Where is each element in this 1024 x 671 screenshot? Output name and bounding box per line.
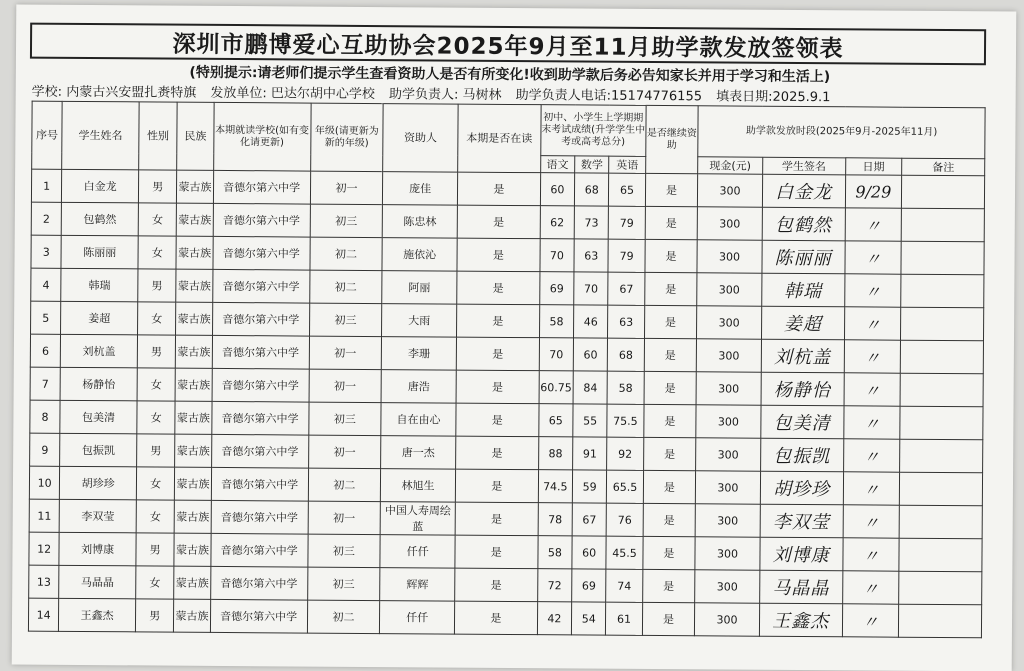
note	[898, 604, 981, 638]
in-school: 是	[457, 205, 540, 239]
cash-amount: 300	[696, 471, 761, 504]
row-number: 8	[30, 400, 61, 433]
ethnicity: 蒙古族	[174, 599, 211, 632]
in-school: 是	[456, 436, 539, 470]
note	[899, 505, 982, 539]
gender: 男	[138, 170, 177, 203]
row-number: 9	[30, 433, 61, 466]
sign-date: 〃	[844, 340, 901, 373]
ethnicity: 蒙古族	[174, 500, 211, 533]
student-signature: 马晶晶	[759, 570, 842, 604]
score-english: 76	[606, 503, 643, 536]
in-school: 是	[455, 502, 538, 536]
ethnicity: 蒙古族	[176, 335, 213, 368]
score-math: 84	[573, 371, 608, 404]
continue-sponsor: 是	[643, 437, 696, 470]
sponsor: 大雨	[382, 304, 457, 338]
student-signature: 包振凯	[760, 438, 843, 472]
ethnicity: 蒙古族	[175, 467, 212, 500]
school: 音德尔第六中学	[211, 467, 308, 501]
sign-date: 〃	[842, 604, 899, 637]
student-signature: 姜超	[761, 306, 844, 340]
score-english: 79	[609, 206, 646, 239]
student-name: 马晶晶	[59, 565, 136, 599]
sponsor: 中国人寿周绘蓝	[380, 502, 455, 536]
in-school: 是	[457, 238, 540, 272]
grade: 初三	[307, 567, 380, 601]
grade: 初一	[308, 501, 381, 535]
score-chinese: 70	[539, 338, 574, 371]
table-body	[28, 169, 984, 638]
sign-date: 〃	[843, 439, 900, 472]
sign-date: 〃	[844, 373, 901, 406]
score-english: 61	[606, 602, 643, 635]
continue-sponsor: 是	[643, 470, 696, 503]
school: 音德尔第六中学	[211, 533, 308, 567]
score-chinese: 58	[538, 536, 573, 569]
score-chinese: 62	[540, 206, 575, 239]
header-note: 备注	[902, 158, 985, 176]
header-school: 本期就读学校(如有变化请更新)	[213, 102, 310, 171]
sponsor: 仟仟	[380, 535, 455, 569]
student-name: 白金龙	[62, 169, 139, 203]
continue-sponsor: 是	[643, 536, 696, 569]
fill-date: 填表日期:2025.9.1	[716, 89, 831, 106]
row-number: 12	[29, 532, 60, 565]
in-school: 是	[455, 568, 538, 602]
gender: 男	[138, 269, 177, 302]
continue-sponsor: 是	[645, 239, 698, 272]
score-english: 67	[608, 272, 645, 305]
score-math: 55	[573, 404, 608, 437]
student-name: 刘杭盖	[61, 334, 138, 368]
gender: 女	[136, 467, 175, 500]
student-name: 陈丽丽	[61, 235, 138, 269]
score-english: 65.5	[607, 470, 644, 503]
school: 音德尔第六中学	[210, 566, 307, 600]
ethnicity: 蒙古族	[175, 368, 212, 401]
header-in-school: 本期是否在读	[458, 104, 541, 173]
sponsor: 阿丽	[382, 271, 457, 305]
header-cash: 现金(元)	[698, 157, 763, 174]
score-math: 67	[572, 503, 607, 536]
row-number: 13	[29, 565, 60, 598]
note	[901, 208, 984, 242]
header-sign: 学生签名	[762, 157, 845, 175]
note	[900, 340, 983, 374]
note	[899, 571, 982, 605]
row-number: 2	[31, 202, 62, 235]
sign-date: 〃	[845, 241, 902, 274]
row-number: 5	[31, 301, 62, 334]
continue-sponsor: 是	[645, 206, 698, 239]
note	[901, 274, 984, 308]
sponsor: 李珊	[382, 337, 457, 371]
student-name: 李双莹	[59, 499, 136, 533]
school: 音德尔第六中学	[212, 401, 309, 435]
row-number: 14	[28, 598, 59, 631]
header-chinese: 语文	[540, 156, 574, 173]
score-chinese: 65	[539, 404, 574, 437]
student-name: 王鑫杰	[59, 598, 136, 632]
grade: 初二	[310, 237, 383, 271]
student-name: 包美清	[60, 400, 137, 434]
student-name: 刘博康	[59, 532, 136, 566]
ethnicity: 蒙古族	[175, 434, 212, 467]
student-lead: 助学负责人: 马树林	[388, 87, 502, 103]
gender: 女	[138, 236, 177, 269]
in-school: 是	[456, 304, 539, 338]
ethnicity: 蒙古族	[176, 269, 213, 302]
sponsor: 陈忠林	[382, 205, 457, 239]
school-info: 学校: 内蒙古兴安盟扎赉特旗	[31, 84, 197, 101]
student-name: 胡珍珍	[60, 466, 137, 500]
note	[900, 439, 983, 473]
cash-amount: 300	[696, 405, 761, 438]
special-notice: (特别提示:请老师们提示学生查看资助人是否有所变化!收到助学款后务必告知家长并用于学习和生活上)	[189, 64, 831, 86]
sponsorship-table	[28, 101, 986, 639]
note	[900, 406, 983, 440]
student-signature: 陈丽丽	[762, 240, 845, 274]
grade: 初二	[308, 468, 381, 502]
sign-date: 〃	[843, 406, 900, 439]
continue-sponsor: 是	[643, 503, 696, 536]
score-math: 60	[572, 536, 607, 569]
continue-sponsor: 是	[644, 404, 697, 437]
in-school: 是	[456, 337, 539, 371]
score-chinese: 42	[537, 602, 572, 635]
row-number: 7	[30, 367, 61, 400]
sponsor: 林旭生	[381, 469, 456, 503]
cash-amount: 300	[695, 603, 760, 636]
ethnicity: 蒙古族	[177, 203, 214, 236]
student-name: 韩瑞	[61, 268, 138, 302]
in-school: 是	[454, 601, 537, 635]
row-number: 11	[29, 499, 60, 532]
score-chinese: 70	[540, 239, 575, 272]
grade: 初一	[310, 171, 383, 205]
score-english: 58	[607, 371, 644, 404]
in-school: 是	[455, 469, 538, 503]
cash-amount: 300	[697, 273, 762, 306]
grade: 初一	[308, 435, 381, 469]
continue-sponsor: 是	[644, 272, 697, 305]
student-name: 姜超	[61, 301, 138, 335]
gender: 女	[138, 302, 177, 335]
gender: 女	[136, 500, 175, 533]
sign-date: 〃	[843, 472, 900, 505]
cash-amount: 300	[697, 240, 762, 273]
cash-amount: 300	[695, 570, 760, 603]
student-signature: 白金龙	[762, 174, 845, 208]
cash-amount: 300	[695, 504, 760, 537]
school: 音德尔第六中学	[212, 302, 309, 336]
table-row	[28, 598, 981, 638]
sponsor: 自在由心	[381, 403, 456, 437]
sponsor: 唐一杰	[381, 436, 456, 470]
grade: 初三	[310, 204, 383, 238]
in-school: 是	[456, 370, 539, 404]
score-math: 60	[573, 338, 608, 371]
issuing-unit: 发放单位: 巴达尔胡中心学校	[210, 85, 375, 103]
signoff-sheet	[12, 5, 1017, 671]
cash-amount: 300	[695, 537, 760, 570]
cash-amount: 300	[696, 339, 761, 372]
note	[901, 307, 984, 341]
header-period: 助学款发放时段(2025年9月-2025年11月)	[698, 106, 985, 159]
header-math: 数学	[575, 156, 609, 173]
student-signature: 包美清	[761, 405, 844, 439]
note	[901, 175, 984, 209]
note	[899, 472, 982, 506]
score-chinese: 74.5	[538, 470, 573, 503]
document-title: 深圳市鹏博爱心互助协会2025年9月至11月助学款发放签领表	[30, 23, 986, 66]
sign-date: 〃	[844, 274, 901, 307]
row-number: 1	[31, 169, 62, 202]
score-english: 45.5	[606, 536, 643, 569]
score-chinese: 60.75	[539, 371, 574, 404]
sponsor: 施依沁	[382, 238, 457, 272]
sign-date: 〃	[845, 208, 902, 241]
in-school: 是	[457, 271, 540, 305]
gender: 男	[135, 599, 174, 632]
student-signature: 刘博康	[760, 537, 843, 571]
row-number: 6	[30, 334, 61, 367]
continue-sponsor: 是	[642, 602, 695, 635]
ethnicity: 蒙古族	[177, 170, 214, 203]
score-english: 74	[606, 569, 643, 602]
school: 音德尔第六中学	[213, 170, 310, 204]
gender: 女	[138, 203, 177, 236]
grade: 初三	[309, 303, 382, 337]
continue-sponsor: 是	[644, 338, 697, 371]
row-number: 10	[29, 466, 60, 499]
note	[899, 538, 982, 572]
row-number: 4	[31, 268, 62, 301]
school: 音德尔第六中学	[211, 434, 308, 468]
grade: 初二	[309, 270, 382, 304]
in-school: 是	[455, 535, 538, 569]
student-signature: 韩瑞	[762, 273, 845, 307]
sponsor: 唐浩	[381, 370, 456, 404]
score-chinese: 60	[540, 173, 575, 206]
score-english: 63	[608, 305, 645, 338]
score-math: 91	[573, 437, 608, 470]
ethnicity: 蒙古族	[176, 302, 213, 335]
score-math: 46	[574, 305, 609, 338]
header-no: 序号	[32, 101, 63, 169]
sign-date: 〃	[842, 571, 899, 604]
school: 音德尔第六中学	[213, 236, 310, 270]
student-name: 杨静怡	[60, 367, 137, 401]
grade: 初三	[308, 402, 381, 436]
score-english: 75.5	[607, 404, 644, 437]
score-math: 54	[571, 602, 606, 635]
score-chinese: 69	[539, 272, 574, 305]
cash-amount: 300	[697, 306, 762, 339]
grade: 初一	[309, 336, 382, 370]
score-english: 92	[607, 437, 644, 470]
gender: 男	[137, 434, 176, 467]
score-english: 68	[608, 338, 645, 371]
student-signature: 胡珍珍	[760, 471, 843, 505]
score-math: 68	[574, 173, 609, 206]
row-number: 3	[31, 235, 62, 268]
header-continue: 是否继续资助	[645, 105, 698, 173]
grade: 初三	[307, 534, 380, 568]
header-scores: 初中、小学生上学期期末考试成绩(升学学生中考或高考总分)	[540, 105, 645, 157]
student-name: 包振凯	[60, 433, 137, 467]
school: 音德尔第六中学	[210, 599, 307, 633]
cash-amount: 300	[698, 174, 763, 207]
header-sponsor: 资助人	[383, 104, 458, 173]
sign-date: 9/29	[845, 175, 902, 208]
sign-date: 〃	[843, 505, 900, 538]
sponsor: 仟仟	[380, 601, 455, 635]
cash-amount: 300	[696, 372, 761, 405]
ethnicity: 蒙古族	[174, 566, 211, 599]
student-signature: 杨静怡	[761, 372, 844, 406]
school: 音德尔第六中学	[211, 500, 308, 534]
school: 音德尔第六中学	[212, 335, 309, 369]
school: 音德尔第六中学	[213, 203, 310, 237]
student-signature: 李双莹	[760, 504, 843, 538]
in-school: 是	[456, 403, 539, 437]
header-gender: 性别	[139, 102, 178, 170]
score-chinese: 88	[538, 437, 573, 470]
header-ethnic: 民族	[177, 102, 214, 170]
student-signature: 王鑫杰	[759, 603, 842, 637]
school: 音德尔第六中学	[212, 269, 309, 303]
header-grade: 年级(请更新为新的年级)	[310, 103, 383, 172]
gender: 男	[137, 335, 176, 368]
score-chinese: 78	[538, 503, 573, 536]
student-signature: 刘杭盖	[761, 339, 844, 373]
score-english: 79	[608, 239, 645, 272]
score-english: 65	[609, 173, 646, 206]
gender: 女	[137, 401, 176, 434]
gender: 女	[137, 368, 176, 401]
ethnicity: 蒙古族	[174, 533, 211, 566]
sign-date: 〃	[844, 307, 901, 340]
sponsor: 庞佳	[383, 172, 458, 206]
cash-amount: 300	[696, 438, 761, 471]
score-chinese: 58	[539, 305, 574, 338]
student-name: 包鹤然	[61, 202, 138, 236]
ethnicity: 蒙古族	[176, 236, 213, 269]
note	[901, 241, 984, 275]
continue-sponsor: 是	[642, 569, 695, 602]
sponsor: 辉辉	[380, 568, 455, 602]
score-math: 59	[572, 470, 607, 503]
header-date: 日期	[845, 158, 902, 175]
grade: 初二	[307, 600, 380, 634]
gender: 女	[136, 566, 175, 599]
header-english: 英语	[609, 156, 645, 173]
continue-sponsor: 是	[644, 305, 697, 338]
score-math: 70	[574, 272, 609, 305]
note	[900, 373, 983, 407]
continue-sponsor: 是	[645, 173, 698, 206]
grade: 初一	[309, 369, 382, 403]
lead-phone: 助学负责人电话:15174776155	[515, 88, 703, 105]
ethnicity: 蒙古族	[175, 401, 212, 434]
score-chinese: 72	[537, 569, 572, 602]
header-name: 学生姓名	[62, 101, 139, 170]
score-math: 73	[574, 206, 609, 239]
continue-sponsor: 是	[644, 371, 697, 404]
in-school: 是	[457, 172, 540, 206]
score-math: 69	[572, 569, 607, 602]
cash-amount: 300	[697, 207, 762, 240]
sign-date: 〃	[842, 538, 899, 571]
gender: 男	[136, 533, 175, 566]
score-math: 63	[574, 239, 609, 272]
school: 音德尔第六中学	[212, 368, 309, 402]
student-signature: 包鹤然	[762, 207, 845, 241]
